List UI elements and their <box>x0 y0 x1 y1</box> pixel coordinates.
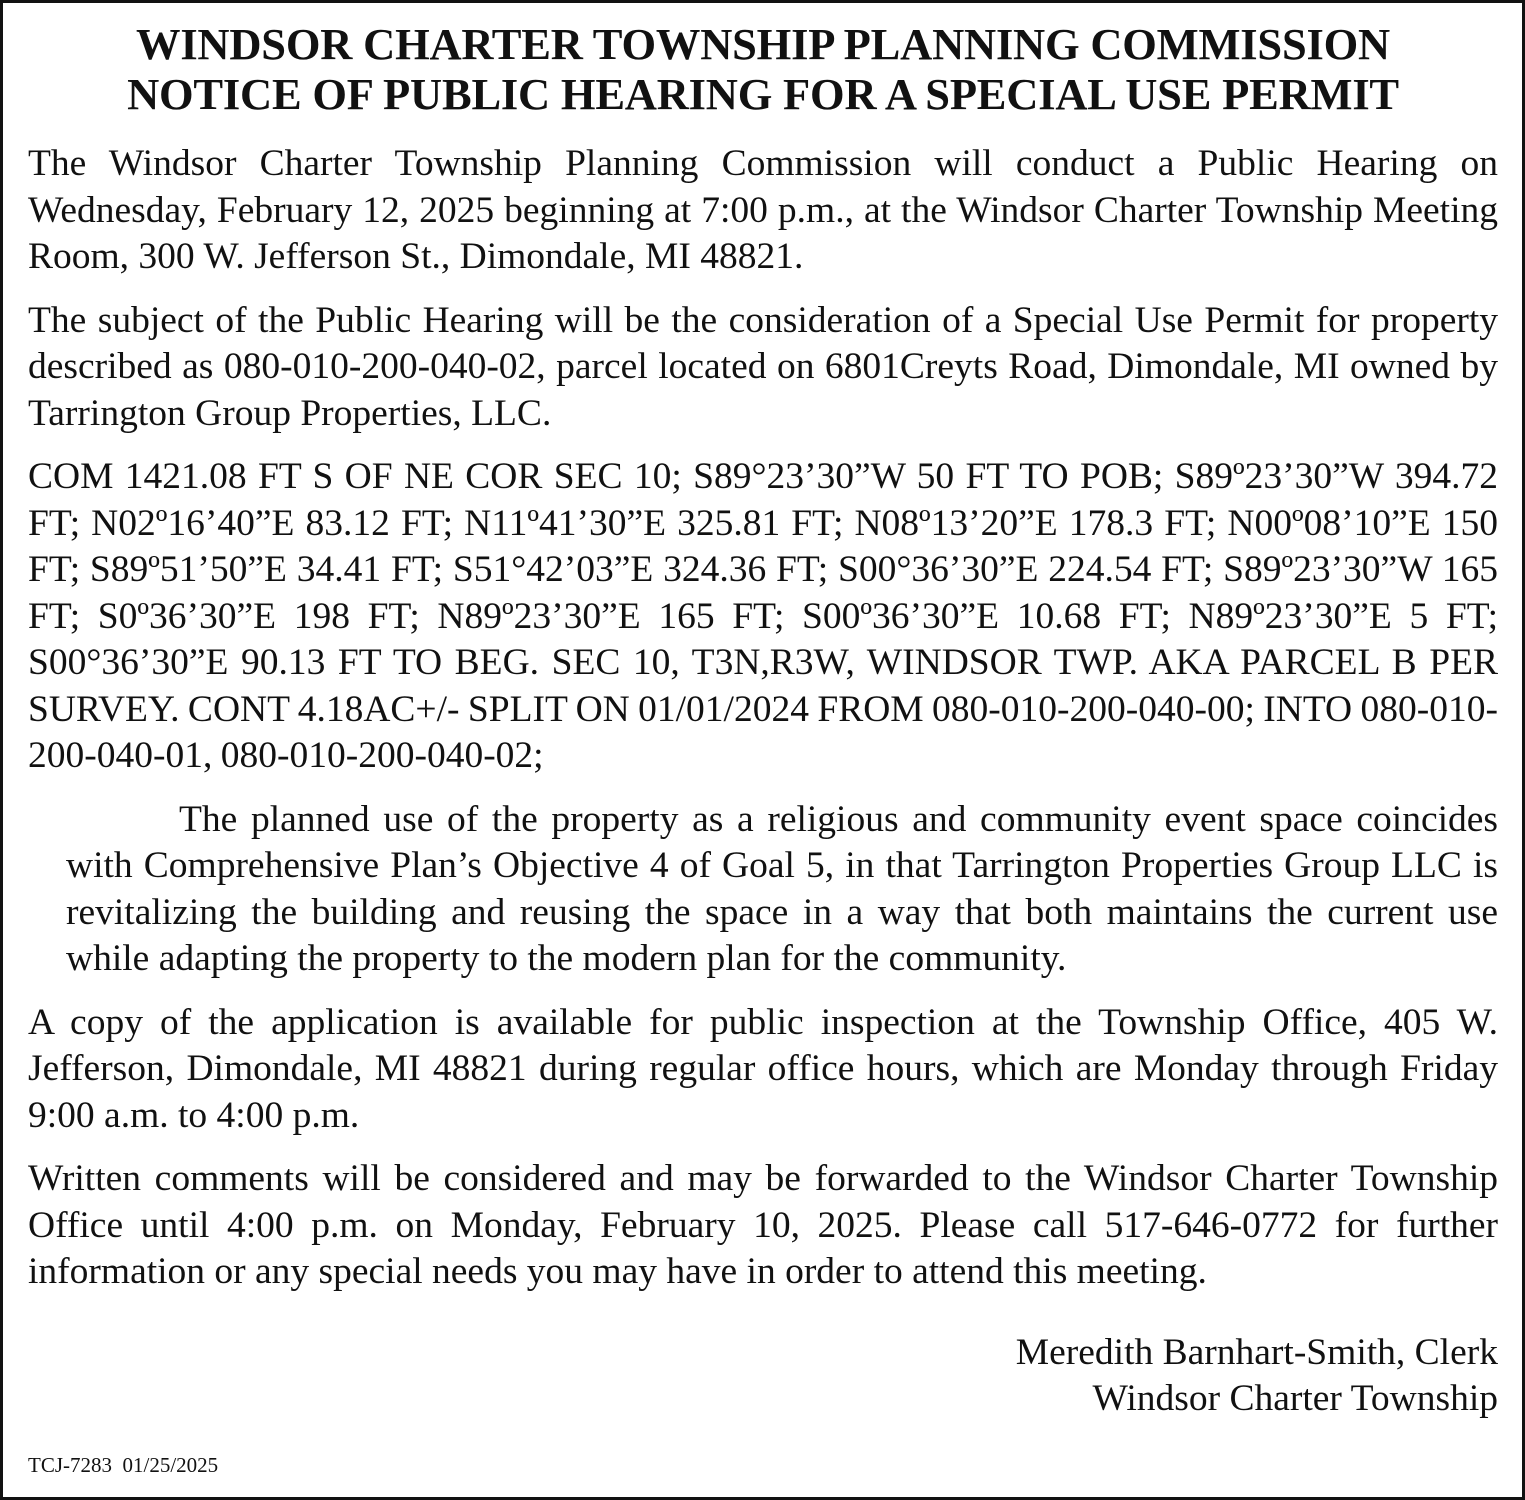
notice-title <box>28 19 1498 119</box>
application-copy-paragraph: A copy of the application is available for public inspection at the Township Office, 405 W. Jefferson, Dimondale, MI 48821 during regular office hours, which are Monday through Friday 9:00 a.m. to 4:00 p.m. <box>28 1001 1498 1136</box>
title-line-2: NOTICE OF PUBLIC HEARING FOR A SPECIAL USE PERMIT <box>127 69 1399 119</box>
subject-paragraph: The subject of the Public Hearing will be the consideration of a Special Use Permit for property described as 080-010-200-040-02, parcel located on 6801Creyts Road, Dimondale, MI owned by Tarrington Group Properties, LLC. <box>28 299 1498 434</box>
hearing-paragraph: The Windsor Charter Township Planning Commission will conduct a Public Hearing on Wednesday, February 12, 2025 beginning at 7:00 p.m., at the Windsor Charter Township Meeting Room, 300 W. Jefferson St., Dimondale, MI 48821. <box>28 143 1498 277</box>
township-name: Windsor Charter Township <box>1092 1377 1498 1419</box>
publication-code: TCJ-7283 01/25/2025 <box>28 1453 219 1477</box>
title-line-1: WINDSOR CHARTER TOWNSHIP PLANNING COMMISSION <box>136 19 1390 69</box>
legal-description-paragraph: COM 1421.08 FT S OF NE COR SEC 10; S89°23’30”W 50 FT TO POB; S89º23’30”W 394.72 FT; N02º16’40”E 83.12 FT; N11º41’30”E 325.81 FT; N08º13’20”E 178.3 FT; N00º08’10”E 150 FT; S89º51’50”E 34.41 FT; S51°42’03”E 324.36 FT; S00°36’30”E 224.54 FT; S89º23’30”W 165 FT; S0º36’30”E 198 FT; N89º23’30”E 165 FT; S00º36’30”E 10.68 FT; N89º23’30”E 5 FT; S00°36’30”E 90.13 FT TO BEG. SEC 10, T3N,R3W, WINDSOR TWP. AKA PARCEL B PER SURVEY. CONT 4.18AC+/- SPLIT ON 01/01/2024 FROM 080-010-200-040-00; INTO 080-010-200-040-01, 080-010-200-040-02; <box>28 456 1498 776</box>
signature-block <box>28 1330 1498 1422</box>
clerk-name: Meredith Barnhart-Smith, Clerk <box>1015 1331 1498 1373</box>
written-comments-paragraph: Written comments will be considered and may be forwarded to the Windsor Charter Township Office until 4:00 p.m. on Monday, February 10, 2025. Please call 517-646-0772 for further information or any special needs you may have in order to attend this meeting. <box>28 1158 1498 1292</box>
planned-use-paragraph: The planned use of the property as a religious and community event space coincides with Comprehensive Plan’s Objective 4 of Goal 5, in that Tarrington Properties Group LLC is revitalizing the building and reusing the space in a way that both maintains the current use while adapting the property to the modern plan for the community. <box>66 798 1498 979</box>
